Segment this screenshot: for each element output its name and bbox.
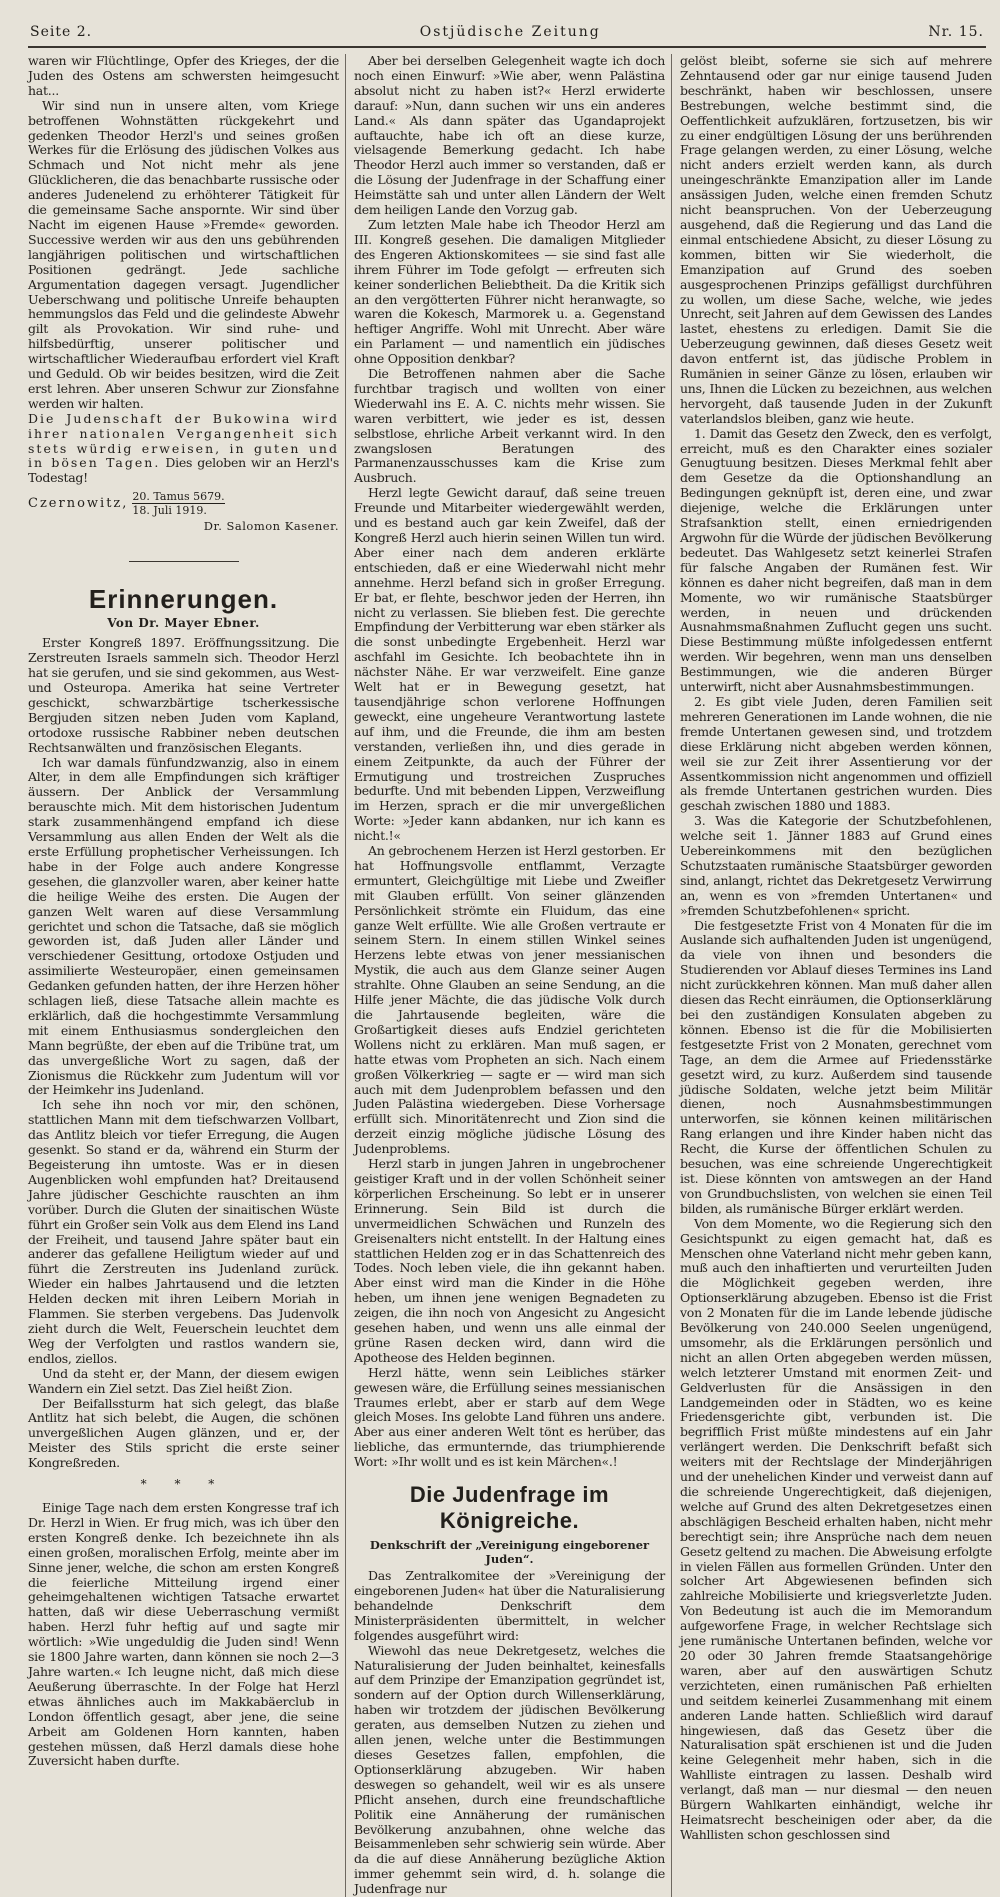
paragraph: waren wir Flüchtlinge, Opfer des Krieges, der die Juden des Ostens am schwersten heimgesucht hat... xyxy=(28,53,339,98)
paragraph: 1. Damit das Gesetz den Zweck, den es verfolgt, erreicht, muß es den Charakter eines sozialer Genugtuung besitzen. Dieses Merkmal fehlt aber dem Gesetze da die Optionshandlung an Bedingungen geknüpft ist, deren eine, und zwar diejenige, welche die Erklärungen unter Strafsanktion stellt, einen erniedrigenden Argwohn für die Würde der jüdischen Bevölkerung bedeutet. Das Wahlgesetz setzt keinerlei Strafen für falsche Angaben der Rumänen fest. Wir können es daher nicht begreifen, daß man in dem Momente, wo wir rumänische Staatsbürger werden, in neuen und drückenden Ausnahmsmaßnahmen Zuflucht gegen uns sucht. Diese Bestimmung müßte infolgedessen entfernt werden. Wir begehren, wenn man uns denselben Bestimmungen, wie die anderen Bürger unterwirft, nicht aber Ausnahmsbestimmungen. xyxy=(680,425,992,695)
oath-text: Die Judenschaft der Bukowina wird ihrer nationalen Vergangenheit sich stets würdig erweisen, in guten und in bösen Tagen. xyxy=(28,410,339,471)
paragraph: Die festgesetzte Frist von 4 Monaten für die im Auslande sich aufhaltenden Juden ist ungenügend, da viele von ihnen und besonders die Studierenden vor Ablauf dieses Termines ins Land nicht zurückkehren können. Man muß daher allen diesen das Recht einräumen, die Optionserklärung bei den zuständigen Konsulaten abgeben zu können. Ebenso ist die für die Mobilisierten festgesetzte Frist von 2 Monaten, gerechnet vom Tage, an dem die Armee auf Friedensstärke gesetzt wird, zu kurz. Außerdem sind tausende jüdische Soldaten, welche jetzt beim Militär dienen, noch Ausnahmsbestimmungen unterworfen, sie können keinen militärischen Rang erlangen und ihre Kinder haben nicht das Recht, die Kurse der öffentlichen Schulen zu besuchen, was eine schreiende Ungerechtigkeit ist. Diese könnten von amtswegen an der Hand von Grundbuchslisten, von welchen sie einen Teil bilden, als rumänische Bürger erklärt werden. xyxy=(680,917,992,1216)
newspaper-title: Ostjüdische Zeitung xyxy=(419,24,601,40)
paragraph: Aber bei derselben Gelegenheit wagte ich doch noch einen Einwurf: »Wie aber, wenn Palästina absolut nicht zu haben ist?« Herzl erwiderte darauf: »Nun, dann suchen wir uns ein anderes Land.« Als dann später das Ugandaprojekt auftauchte, habe ich oft an diese kurze, vielsagende Bemerkung gedacht. Ich habe Theodor Herzl auch immer so verstanden, daß er die Lösung der Judenfrage in der Schaffung einer Heimstätte sah und unter allen Ländern der Welt dem heiligen Lande den Vorzug gab. xyxy=(354,53,665,218)
paragraph: An gebrochenem Herzen ist Herzl gestorben. Er hat Hoffnungsvolle entflammt, Verzagte ermuntert, Gleichgültige mit Liebe und Zweifler mit Glauben erfüllt. Von seiner glänzenden Persönlichkeit strömte ein Fluidum, das eine ganze Welt erfüllte. Wie alle Großen vertraute er seinem Stern. In einem stillen Winkel seines Herzens lebte etwas von jener messianischen Mystik, die auch aus dem Glanze seiner Augen strahlte. Ohne Glauben an seine Sendung, an die Hilfe jener Mächte, die das jüdische Volk durch die Jahrtausende begleiten, wäre die Großartigkeit dieses aufs Endziel gerichteten Wollens nicht zu erklären. Man muß sagen, er hatte etwas vom Propheten an sich. Nach einem großen Völkerkrieg — sagte er — wird man sich auch mit dem Judenproblem befassen und den Juden Palästina wiedergeben. Diese Vorhersage erfüllt sich. Minoritätenrecht und Zion sind die derzeit einzig mögliche jüdische Lösung des Judenproblems. xyxy=(354,843,665,1157)
header-rule xyxy=(28,46,986,48)
date-gregorian: 18. Juli 1919. xyxy=(132,504,207,518)
paragraph: Herzl hätte, wenn sein Leibliches stärker gewesen wäre, die Erfüllung seines messianischen Traumes erlebt, aber er starb auf dem Wege gleich Moses. Ins gelobte Land führen uns andere. Aber aus einer anderen Welt tönt es herüber, das liebliche, das ermunternde, das triumphierende Wort: »Ihr wollt und es ist kein Märchen«.! xyxy=(354,1364,665,1470)
paragraph: Wir sind nun in unsere alten, vom Kriege betroffenen Wohnstätten rückgekehrt und gedenken Theodor Herzl's und seines großen Werkes für die Erlösung des jüdischen Volkes aus Schmach und Not nicht mehr als jene Glücklicheren, die das benachbarte russische oder anderes Judenelend zu erhöhterer Tätigkeit für die gemeinsame Sache anspornte. Wir sind über Nacht im eigenen Hause »Fremde« geworden. Successive werden wir aus den uns gebührenden langjährigen politischen und wirtschaftlichen Positionen gedrängt. Jede sachliche Argumentation dagegen versagt. Jugendlicher Ueberschwang und politische Unreife behaupten hemmungslos das Feld und die gelindeste Abwehr gilt als Provokation. Wir sind ruhe- und hilfsbedürftig, unserer politischer und wirtschaftlicher Wiederaufbau erfordert viel Kraft und Geduld. Ob wir beides besitzen, wird die Zeit erst lehren. Aber unseren Schwur zur Zionsfahne werden wir halten. xyxy=(28,97,339,411)
paragraph: Wiewohl das neue Dekretgesetz, welches die Naturalisierung der Juden beinhaltet, keinesfalls auf dem Prinzipe der Emanzipation gegründet ist, sondern auf der Option durch Willenserklärung, haben wir trotzdem der jüdischen Bevölkerung geraten, aus demselben Nutzen zu ziehen und allen jenen, welche unter die Bestimmungen dieses Gesetzes fallen, empfohlen, die Optionserklärung abzugeben. Wir haben deswegen so gehandelt, weil wir es als unsere Pflicht ansehen, durch eine freundschaftliche Politik eine Annäherung der rumänischen Bevölkerung anzubahnen, ohne welche das Beisammenleben sehr schwierig sein würde. Aber da die auf diese Annäherung bezügliche Aktion immer gehemmt sein wird, d. h. solange die Judenfrage nur xyxy=(354,1642,665,1897)
paragraph: Herzl starb in jungen Jahren in ungebrochener geistiger Kraft und in der vollen Schönheit seiner körperlichen Erscheinung. So lebt er in unserer Erinnerung. Sein Bild ist durch die unvermeidlichen Schwächen und Runzeln des Greisenalters nicht entstellt. In der Haltung eines stattlichen Helden zog er in das Schattenreich des Todes. Noch leben viele, die ihn gekannt haben. Aber einst wird man die Kinder in die Höhe heben, um ihnen jene wenigen Begnadeten zu zeigen, die ihn noch von Angesicht zu Angesicht gesehen haben, und wenn uns alle einmal der grüne Rasen decken wird, dann wird die Apotheose des Helden beginnen. xyxy=(354,1156,665,1365)
date-hebrew: 20. Tamus 5679. xyxy=(132,490,225,504)
column-2 xyxy=(354,54,672,1897)
oath-paragraph xyxy=(28,412,339,487)
paragraph: 3. Was die Kategorie der Schutzbefohlenen, welche seit 1. Jänner 1883 auf Grund eines Uebereinkommens mit den bezüglichen Schutzstaaten rumänische Staatsbürger geworden sind, anlangt, richtet das Dekretgesetz Verwirrung an, wenn es von »fremden Untertanen« und »fremden Schutzbefohlenen« spricht. xyxy=(680,813,992,918)
column-1 xyxy=(28,54,346,1897)
paragraph: Die Betroffenen nahmen aber die Sache furchtbar tragisch und wollten von einer Wiederwahl ins E. A. C. nichts mehr wissen. Sie waren verbittert, wie jeder es ist, dessen selbstlose, ehrliche Arbeit verkannt wird. In den zwangslosen Beratungen des Parmanenzausschusses kam die Krise zum Ausbruch. xyxy=(354,366,665,486)
article-title: Erinnerungen. xyxy=(88,584,279,615)
section-stars: * * * xyxy=(140,1477,227,1492)
columns xyxy=(28,53,992,1897)
paragraph: Ich war damals fünfundzwanzig, also in einem Alter, in dem alle Empfindungen sich kräftiger äussern. Der Anblick der Versammlung berauschte mich. Mit dem historischen Judentum stark zusammenhängend empfand ich diese Versammlung aus allen Enden der Welt als die erste Erfüllung prophetischer Verheissungen. Ich habe in der Folge auch andere Kongresse gesehen, die glanzvoller waren, aber keiner hatte die heilige Weihe des ersten. Die Augen der ganzen Welt waren auf diese Versammlung gerichtet und schon die Tatsache, daß sie möglich geworden ist, daß Juden aller Länder und verschiedener Gesittung, ortodoxe Ostjuden und assimilierte Westeuropäer, einen gemeinsamen Gedanken gefunden hatten, der ihre Herzen höher schlagen ließ, diese Tatsache allein machte es erklärlich, daß die hochgestimmte Versammlung mit einem Enthusiasmus sondergleichen den Mann begrüßte, der eben auf die Tribüne trat, um das unvergeßliche Wort zu sagen, daß der Zionismus die Rückkehr zum Judentum will vor der Heimkehr ins Judenland. xyxy=(28,754,339,1098)
paragraph: Das Zentralkomitee der »Vereinigung der eingeborenen Juden« hat über die Naturalisierung behandelnde Denkschrift dem Ministerpräsidenten übermittelt, in welcher folgendes ausgeführt wird: xyxy=(354,1568,665,1643)
paragraph: Herzl legte Gewicht darauf, daß seine treuen Freunde und Mitarbeiter wiedergewählt werden, und es bestand auch gar kein Zweifel, daß der Kongreß Herzl auch hierin seinen Willen tun wird. Aber einer nach dem anderen erklärte entschieden, daß er eine Wiederwahl nicht mehr annehme. Herzl befand sich in großer Erregung. Er bat, er flehte, beschwor jeden der Herren, ihn nicht zu verlassen. Sie blieben fest. Die gerechte Empfindung der Verbitterung war eben stärker als die sonst unbedingte Ergebenheit. Herzl war aschfahl im Gesichte. Ich beobachtete ihn in nächster Nähe. Er war verzweifelt. Eine ganze Welt hat er in Bewegung gesetzt, hat tausendjährige schon verlorene Hoffnungen geweckt, eine ungeheure Verantwortung lastete auf ihm, und die Freunde, die ihm am besten verstanden, verließen ihn, und dies gerade in einem Zeitpunkte, da auch der Führer der Ermutigung und trostreichen Zuspruches bedurfte. Und mit bebenden Lippen, Verzweiflung im Herzen, sprach er die mir unvergeßlichen Worte: »Jeder kann abdanken, nur ich kann es nicht.!« xyxy=(354,485,665,844)
paragraph: Von dem Momente, wo die Regierung sich den Gesichtspunkt zu eigen gemacht hat, daß es Menschen ohne Vaterland nicht mehr geben kann, muß auch den inhaftierten und verurteilten Juden die Möglichkeit gegeben werden, ihre Optionserklärung abzugeben. Ebenso ist die Frist von 2 Monaten für die im Lande lebende jüdische Bevölkerung von 240.000 Seelen ungenügend, umsomehr, als die Erklärungen persönlich und nicht an allen Orten abgegeben werden müssen, welch letzterer Umstand mit enormen Zeit- und Geldverlusten für die Ansässigen in den Landgemeinden oder in Städten, wo es keine Friedensgerichte gibt, verbunden ist. Die begrifflich Frist müßte mindestens auf ein Jahr verlängert werden. Die Denkschrift befaßt sich weiters mit der Rechtslage der Minderjährigen und der unehelichen Kinder und verweist dann auf die schreiende Ungerechtigkeit, daß diejenigen, welche auf Grund des alten Dekretgesetzes einen abschlägigen Bescheid erhalten haben, nicht mehr berechtigt sein; ihre Ansprüche nach dem neuen Gesetz geltend zu machen. Die Abweisung erfolgte in vielen Fällen aus formellen Gründen. Unter den solcher Art Abgewiesenen befinden sich zahlreiche Mobilisierte und kriegsverletzte Juden. Von Bedeutung ist auch die im Memorandum aufgeworfene Frage, in welcher Rechtslage sich jene rumänische Untertanen befinden, welche vor 20 oder 30 Jahren fremde Staatsangehörige waren, aber auf den auswärtigen Schutz verzichteten, einen rumänischen Paß erhielten und seitdem keinerlei Zusammenhang mit einem anderen Lande hatten. Schließlich wird darauf hingewiesen, daß das Gesetz über die Naturalisation spät erschienen ist und die Juden keine Gelegenheit mehr haben, sich in die Wahlliste eintragen zu lassen. Deshalb wird verlangt, daß man — nur diesmal — den neuen Bürgern Wahlkarten einhändigt, welche ihr Heimatsrecht bescheinigen oder aber, da die Wahllisten schon geschlossen sind xyxy=(680,1215,992,1842)
closing-text: Dies geloben wir an Herzl's Todestag! xyxy=(28,455,339,486)
page-number: Seite 2. xyxy=(30,24,93,40)
article-title-2: Die Judenfrage im Königreiche. xyxy=(409,1482,610,1534)
dateline xyxy=(28,490,339,517)
paragraph: gelöst bleibt, soferne sie sich auf mehrere Zehntausend oder gar nur einige tausend Juden beschränkt, haben wir beschlossen, unsere Bestrebungen, welche bestimmt sind, die Oeffentlichkeit aufzuklären, fortzusetzen, bis wir zu einer endgültigen Lösung der uns berührenden Frage gelangen werden, zu einer Lösung, welche nicht anders erzielt werden kann, als durch uneingeschränkte Emanzipation aller im Lande ansässigen Juden, welche einen fremden Schutz nicht beanspruchen. Von der Ueberzeugung ausgehend, daß die Regierung und das Land die einmal entschiedene Absicht, zu dieser Lösung zu kommen, bitten wir Sie wiederholt, die Emanzipation auf Grund des soeben ausgesprochenen Prinzips gefälligst durchführen zu wollen, um diese Sache, welche, wie jedes Unrecht, seit Jahren auf dem Gewissen des Landes lastet, ehestens zu erledigen. Damit Sie die Ueberzeugung gewinnen, daß dieses Gesetz weit davon entfernt ist, das jüdische Problem in Rumänien in seiner Gänze zu lösen, erlauben wir uns, Ihnen die Lücken zu bezeichnen, aus welchen hervorgeht, daß tausende Juden in der Zukunft vaterlandslos bleiben, ganz wie heute. xyxy=(680,53,992,426)
paragraph: Der Beifallssturm hat sich gelegt, das blaße Antlitz hat sich belebt, die Augen, die schönen unvergeßlichen Augen glänzen, und er, der Meister des Stils spricht die erste seiner Kongreßreden. xyxy=(28,1395,339,1471)
author-signature: Dr. Salomon Kasener. xyxy=(203,519,339,534)
dateline-dates xyxy=(132,490,224,517)
page-header xyxy=(30,24,984,46)
paragraph: Erster Kongreß 1897. Eröffnungssitzung. Die Zerstreuten Israels sammeln sich. Theodor Herzl hat sie gerufen, und sie sind gekommen, aus West- und Osteuropa. Amerika hat seine Vertreter geschickt, schwarzbärtige tscherkessische Bergjuden sitzen neben Juden vom Kapland, ortodoxe russische Rabbiner neben deutschen Rechtsanwälten und französischen Elegants. xyxy=(28,635,339,755)
paragraph: Und da steht er, der Mann, der diesem ewigen Wandern ein Ziel setzt. Das Ziel heißt Zion. xyxy=(28,1365,339,1396)
paragraph: Einige Tage nach dem ersten Kongresse traf ich Dr. Herzl in Wien. Er frug mich, was ich über den ersten Kongreß denke. Ich bezeichnete ihn als einen großen, moralischen Erfolg, meinte aber im Sinne jener, welche, die schon am ersten Kongreß die feierliche Mitteilung irgend einer geheimgehaltenen wichtigen Tatsache erwartet hatten, daß wir diese Ueberraschung vermißt haben. Herzl fuhr heftig auf und sagte mir wörtlich: »Wie ungeduldig die Juden sind! Wenn sie 1800 Jahre warten, dann können sie noch 2—3 Jahre warten.« Ich leugne nicht, daß mich diese Aeußerung überraschte. In der Folge hat Herzl etwas ähnliches auch im Makkabäerclub in London öffentlich gesagt, aber jene, die seine Arbeit am Goldenen Horn kannten, haben gestehen müssen, daß Herzl damals diese hohe Zuversicht haben durfte. xyxy=(28,1500,339,1769)
issue-number: Nr. 15. xyxy=(928,24,984,40)
article-subtitle: Denkschrift der „Vereinigung eingeborener Juden“. xyxy=(369,1538,650,1567)
dateline-city: Czernowitz, xyxy=(28,496,129,512)
article-byline: Von Dr. Mayer Ebner. xyxy=(107,616,260,631)
paragraph: Zum letzten Male habe ich Theodor Herzl am III. Kongreß gesehen. Die damaligen Mitglieder des Engeren Aktionskomitees — sie sind fast alle ihrem Führer im Tode gefolgt — erfreuten sich keiner sonderlichen Beliebtheit. Da die Kritik sich an den vergötterten Führer nicht heranwagte, so waren die Kokesch, Marmorek u. a. Gegenstand heftiger Angriffe. Wohl mit Unrecht. Aber wäre ein Parlament — und namentlich ein jüdisches ohne Opposition denkbar? xyxy=(354,216,665,367)
column-3 xyxy=(680,54,998,1897)
article-divider xyxy=(129,561,239,562)
paragraph: Ich sehe ihn noch vor mir, den schönen, stattlichen Mann mit dem tiefschwarzen Vollbart, das Antlitz bleich vor tiefer Erregung, die Augen gesenkt. So stand er da, während ein Sturm der Begeisterung ihn umtoste. Was er in diesen Augenblicken wohl empfunden hat? Dreitausend Jahre jüdischer Geschichte rauschten an ihm vorüber. Durch die Gluten der sinaitischen Wüste führt ein Großer sein Volk aus dem Elend ins Land der Freiheit, und tausend Jahre später baut ein anderer das gefallene Heiligtum wieder auf und führt die Zerstreuten ins Judenland zurück. Wieder ein halbes Jahrtausend und die letzten Helden decken mit ihren Leibern Moriah in Flammen. Sie sterben vergebens. Das Judenvolk zieht durch die Welt, Feuerschein leuchtet dem Weg der Verfolgten und rastlos wandern sie, endlos, ziellos. xyxy=(28,1097,339,1366)
paragraph: 2. Es gibt viele Juden, deren Familien seit mehreren Generationen im Lande wohnen, die nie fremde Untertanen gewesen sind, und trotzdem diese Erklärung nicht abgeben werden können, weil sie zur Zeit ihrer Assentierung vor der Assentkommission nicht angenommen und offiziell als fremde Untertanen gestrichen wurden. Dies geschah zwischen 1880 und 1883. xyxy=(680,693,992,814)
